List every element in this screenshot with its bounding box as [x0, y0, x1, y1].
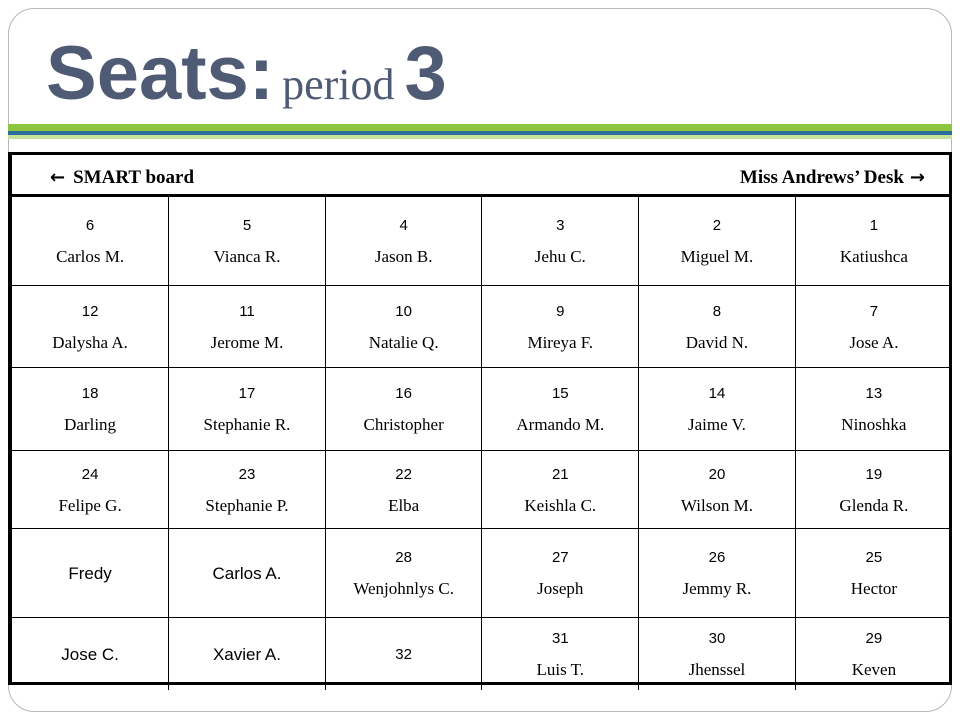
seat-number: 23	[238, 465, 256, 483]
seating-chart	[8, 152, 952, 685]
seat-cell	[795, 368, 952, 451]
student-name: Stephanie R.	[203, 415, 291, 434]
seat-number: 25	[865, 549, 883, 566]
student-name: Dalysha A.	[52, 332, 128, 352]
student-name: Jose A.	[849, 332, 899, 352]
student-name: Glenda R.	[839, 495, 909, 515]
seat-number: 31	[551, 630, 569, 647]
seat-number: 30	[708, 630, 726, 647]
seat-number: 18	[81, 385, 99, 402]
seat-cell	[482, 197, 639, 286]
seat-row	[12, 529, 952, 618]
seat-cell	[639, 451, 796, 529]
arrow-right-icon: →	[909, 167, 925, 188]
seat-number: 24	[81, 465, 99, 483]
seat-row	[12, 286, 952, 368]
seat-number: 8	[712, 302, 722, 320]
student-name: Felipe G.	[58, 495, 122, 515]
student-name: Keven	[851, 660, 897, 679]
smart-board-label	[50, 167, 194, 189]
seat-grid	[12, 197, 952, 690]
title-main: Seats:	[46, 31, 275, 116]
seat-cell	[12, 286, 169, 368]
student-name: Miguel M.	[680, 247, 754, 266]
seat-cell	[795, 618, 952, 691]
seat-cell	[639, 618, 796, 691]
seat-cell	[12, 197, 169, 286]
student-name: Joseph	[537, 579, 584, 598]
seat-cell	[325, 618, 482, 691]
seat-cell	[169, 368, 326, 451]
student-name: Elba	[388, 495, 420, 515]
seat-cell	[325, 368, 482, 451]
student-name: Keishla C.	[524, 495, 597, 515]
seat-number: 26	[708, 549, 726, 566]
seat-number: 3	[556, 217, 565, 234]
seat-cell	[169, 618, 326, 691]
teacher-desk-label	[740, 167, 925, 189]
student-name: Jehu C.	[534, 247, 586, 266]
seat-cell	[639, 286, 796, 368]
seat-number: 12	[81, 302, 99, 320]
student-name: Armando M.	[516, 415, 605, 434]
student-name: Jemmy R.	[682, 579, 752, 598]
title-number: 3	[404, 31, 447, 116]
student-name: Wenjohnlys C.	[353, 579, 454, 598]
seat-row	[12, 368, 952, 451]
page-title	[46, 31, 447, 116]
student-name: Jason B.	[374, 247, 433, 266]
seat-grid-body	[12, 197, 952, 690]
seat-cell	[482, 618, 639, 691]
student-name: Darling	[64, 415, 117, 434]
seat-cell	[482, 529, 639, 618]
seat-cell	[639, 529, 796, 618]
student-name: David N.	[685, 332, 749, 352]
teacher-desk-text: Miss Andrews’ Desk	[739, 167, 904, 188]
seat-number: 20	[708, 465, 726, 483]
seat-number: 19	[865, 465, 883, 483]
seat-cell	[482, 286, 639, 368]
seat-number: 2	[712, 217, 722, 234]
seat-number: 15	[551, 385, 569, 402]
student-name: Jhenssel	[688, 660, 746, 679]
student-name: Hector	[850, 579, 898, 598]
seat-number: 28	[395, 549, 412, 566]
seat-cell	[12, 618, 169, 691]
seat-cell	[795, 286, 952, 368]
seat-cell	[169, 286, 326, 368]
seat-number: 32	[395, 645, 412, 663]
seat-cell	[325, 451, 482, 529]
seat-cell	[482, 368, 639, 451]
seat-number: 10	[395, 302, 412, 320]
seat-number: 7	[869, 302, 879, 320]
student-name: Jose C.	[61, 644, 119, 664]
seat-cell	[12, 368, 169, 451]
divider-green	[8, 124, 952, 131]
student-name: Luis T.	[536, 660, 585, 679]
seat-number: 14	[708, 385, 726, 402]
seat-number: 21	[551, 465, 569, 483]
student-name: Wilson M.	[680, 495, 753, 515]
student-name: Xavier A.	[212, 644, 281, 664]
seat-cell	[482, 451, 639, 529]
student-name: Christopher	[363, 415, 444, 434]
student-name: Katiushca	[839, 247, 908, 266]
student-name: Fredy	[68, 563, 112, 583]
seat-number: 29	[865, 630, 883, 647]
seat-cell	[169, 451, 326, 529]
student-name: Jaime V.	[687, 415, 746, 434]
seat-row	[12, 451, 952, 529]
seat-number: 16	[395, 385, 412, 402]
student-name: Natalie Q.	[368, 332, 439, 352]
student-name: Carlos A.	[212, 563, 282, 583]
divider-light-green	[8, 135, 952, 139]
arrow-left-icon: ←	[50, 167, 66, 188]
seat-cell	[12, 529, 169, 618]
seat-cell	[325, 286, 482, 368]
title-divider	[8, 124, 952, 139]
seat-cell	[795, 529, 952, 618]
student-name: Stephanie P.	[205, 495, 289, 515]
title-sub: period	[282, 60, 395, 109]
seat-cell	[169, 529, 326, 618]
seat-number: 1	[869, 217, 879, 234]
seat-cell	[639, 197, 796, 286]
student-name: Vianca R.	[213, 247, 281, 266]
seat-number: 13	[865, 385, 883, 402]
student-name: Ninoshka	[841, 415, 907, 434]
student-name: Jerome M.	[210, 332, 284, 352]
seat-cell	[325, 197, 482, 286]
seat-number: 22	[395, 465, 412, 483]
seat-cell	[325, 529, 482, 618]
seat-number: 6	[85, 217, 95, 234]
seat-number: 4	[399, 217, 408, 234]
smart-board-text: SMART board	[73, 167, 195, 188]
seat-row	[12, 197, 952, 286]
seat-number: 9	[556, 302, 565, 320]
room-header	[12, 155, 949, 197]
seat-cell	[12, 451, 169, 529]
seat-cell	[795, 451, 952, 529]
student-name: Mireya F.	[527, 332, 594, 352]
seat-number: 11	[239, 302, 255, 320]
seat-row	[12, 618, 952, 691]
seat-cell	[795, 197, 952, 286]
seat-number: 27	[551, 549, 569, 566]
seat-cell	[639, 368, 796, 451]
seat-number: 17	[238, 385, 256, 402]
seat-cell	[169, 197, 326, 286]
student-name: Carlos M.	[56, 247, 125, 266]
seat-number: 5	[242, 217, 252, 234]
